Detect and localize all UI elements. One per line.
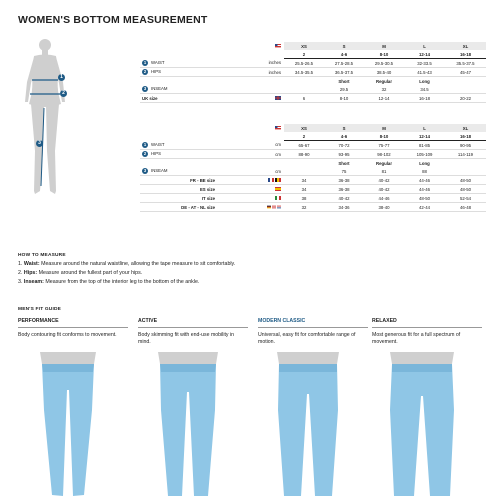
row-label: HIPS	[151, 151, 162, 157]
item-prefix: 2.	[18, 270, 24, 276]
item-term: Hips:	[23, 270, 38, 276]
row-number-badge: 2	[143, 69, 147, 74]
length-label: Short	[338, 160, 350, 166]
cell: 42-44	[404, 203, 445, 212]
length-label: Long	[419, 160, 430, 166]
table-row	[140, 85, 486, 94]
us-size: 12-14	[404, 132, 445, 141]
item-prefix: 3.	[18, 279, 24, 285]
size-header: M	[364, 124, 404, 132]
row-label: IT size	[140, 194, 218, 203]
cell: 44-46	[404, 176, 445, 185]
cell: 38-40	[364, 203, 404, 212]
cell: 35.5-37.5	[445, 59, 486, 68]
how-to-item	[18, 269, 318, 278]
row-number-badge: 1	[143, 59, 147, 65]
woman-silhouette-icon	[10, 36, 80, 201]
badge-waist: 1	[58, 74, 65, 81]
cell: 29.5-30.5	[364, 59, 404, 68]
how-to-item	[18, 278, 318, 287]
length-label: Regular	[376, 160, 392, 166]
cell: 105-109	[404, 150, 445, 159]
cell: 34	[284, 185, 324, 194]
row-number-badge: 3	[143, 86, 147, 91]
cell: 12-14	[364, 94, 404, 103]
item-text: Measure around the fullest part of your hips.	[37, 270, 143, 276]
us-size: 16-18	[445, 50, 486, 59]
table-row	[140, 68, 486, 77]
cell: 52-54	[445, 194, 486, 203]
length-label: Long	[419, 78, 430, 84]
size-header: M	[364, 42, 404, 50]
us-size: 2	[284, 50, 324, 59]
cell: 34	[284, 176, 324, 185]
table-row	[140, 141, 486, 150]
row-label: FR - BE size	[140, 176, 218, 185]
fit-description: Body contouring fit conforms to movement.	[18, 332, 117, 338]
cell: 36.5-37.5	[324, 68, 364, 77]
item-text: Measure around the natural waistline, allowing the tape measure to sit comfortably.	[39, 261, 236, 267]
us-size: 16-18	[445, 132, 486, 141]
cell: 8-10	[324, 94, 364, 103]
cell: 81	[364, 167, 404, 176]
cell: 6	[284, 94, 324, 103]
cell: 45-47	[445, 68, 486, 77]
cell: 34.5-35.5	[284, 68, 324, 77]
item-prefix: 1.	[18, 261, 24, 267]
it-flag-icon	[256, 194, 284, 203]
cell: 46-48	[445, 203, 486, 212]
fit-relaxed	[372, 318, 482, 500]
cell: 40-42	[324, 194, 364, 203]
length-label: Regular	[376, 78, 392, 84]
how-to-item	[18, 260, 318, 269]
how-to-measure	[18, 251, 318, 287]
us-flag-icon	[256, 42, 284, 50]
row-number-badge: 1	[143, 141, 147, 147]
table-row	[140, 185, 486, 194]
page-title: WOMEN'S BOTTOM MEASUREMENT	[18, 14, 208, 26]
size-header: XL	[445, 124, 486, 132]
cell: 41.5-43	[404, 68, 445, 77]
modern-classic-pants-icon	[258, 350, 358, 500]
badge-hips: 2	[60, 90, 67, 97]
badge-inseam: 3	[36, 140, 43, 147]
row-unit: inches	[218, 59, 284, 68]
how-to-heading: HOW TO MEASURE	[18, 253, 66, 258]
cell: 114-119	[445, 150, 486, 159]
cell: 20-22	[445, 94, 486, 103]
es-flag-icon	[256, 185, 284, 194]
us-size: 12-14	[404, 50, 445, 59]
us-size: 4-6	[324, 50, 364, 59]
us-size: 8-10	[364, 132, 404, 141]
active-pants-icon	[138, 350, 238, 500]
fr-be-flag-icon	[256, 176, 284, 185]
fit-description: Most generous fit for a full spectrum of movement.	[372, 332, 461, 345]
cell: 34.5	[404, 85, 445, 94]
cell: 25.5-26.5	[284, 59, 324, 68]
cell: 75-77	[364, 141, 404, 150]
length-label: Short	[338, 78, 350, 84]
cell: 70-72	[324, 141, 364, 150]
cell: 36-38	[324, 176, 364, 185]
relaxed-pants-icon	[372, 350, 472, 500]
table-row	[140, 203, 486, 212]
us-size: 4-6	[324, 132, 364, 141]
cell: 40-42	[364, 176, 404, 185]
fit-name: ACTIVE	[138, 318, 248, 328]
table-row	[140, 150, 486, 159]
fit-name: MODERN CLASSIC	[258, 318, 368, 328]
row-label: UK size	[140, 94, 218, 103]
size-header: L	[404, 42, 445, 50]
fit-name: RELAXED	[372, 318, 482, 328]
fit-description: Body skimming fit with end-use mobility in mind.	[138, 332, 235, 345]
item-term: Waist:	[23, 261, 40, 267]
cell: 44-46	[404, 185, 445, 194]
cell: 36-38	[324, 185, 364, 194]
row-label: ES size	[140, 185, 218, 194]
row-unit: cm	[218, 141, 284, 150]
cell: 16-18	[404, 94, 445, 103]
row-unit: cm	[218, 167, 284, 176]
size-table-cm	[140, 124, 486, 212]
row-label: HIPS	[151, 69, 162, 75]
cell: 90-95	[445, 141, 486, 150]
row-label: INSEAM	[151, 86, 168, 92]
fit-modern-classic	[258, 318, 368, 500]
cell: 98-102	[364, 150, 404, 159]
cell: 44-46	[364, 194, 404, 203]
row-unit: inches	[218, 68, 284, 77]
cell: 75	[324, 167, 364, 176]
cell: 65-67	[284, 141, 324, 150]
cell: 48-50	[404, 194, 445, 203]
performance-pants-icon	[18, 350, 118, 500]
item-text: Measure from the top of the interior leg to the bottom of the ankle.	[43, 279, 200, 285]
cell: 29.5	[324, 85, 364, 94]
row-unit: cm	[218, 150, 284, 159]
de-at-nl-flag-icon	[256, 203, 284, 212]
cell: 32-33.5	[404, 59, 445, 68]
us-size: 2	[284, 132, 324, 141]
cell: 38.5-40	[364, 68, 404, 77]
row-label: WAIST	[151, 141, 165, 147]
size-header: S	[324, 42, 364, 50]
cell: 48-50	[445, 185, 486, 194]
row-number-badge: 3	[143, 168, 147, 173]
size-header: XS	[284, 124, 324, 132]
size-header: S	[324, 124, 364, 132]
us-flag-icon	[256, 124, 284, 132]
item-term: Inseam:	[23, 279, 44, 285]
table-row	[140, 176, 486, 185]
body-figure	[10, 36, 80, 201]
fit-guide-heading: MEN'S FIT GUIDE	[18, 307, 62, 312]
fit-performance	[18, 318, 128, 500]
table-row	[140, 59, 486, 68]
row-label: WAIST	[151, 59, 165, 65]
cell: 88	[404, 167, 445, 176]
uk-flag-icon	[256, 94, 284, 103]
table-row	[140, 194, 486, 203]
size-table-inches	[140, 42, 486, 103]
cell: 48-50	[445, 176, 486, 185]
cell: 34-36	[324, 203, 364, 212]
cell: 81-85	[404, 141, 445, 150]
cell: 38	[284, 194, 324, 203]
cell: 40-42	[364, 185, 404, 194]
size-header: L	[404, 124, 445, 132]
table-row	[140, 94, 486, 103]
size-header: XL	[445, 42, 486, 50]
row-label: INSEAM	[151, 168, 168, 174]
us-size: 8-10	[364, 50, 404, 59]
cell: 93-95	[324, 150, 364, 159]
table-row	[140, 167, 486, 176]
fit-active	[138, 318, 248, 500]
cell: 27.5-28.5	[324, 59, 364, 68]
row-label: DE - AT - NL size	[140, 203, 218, 212]
fit-description: Universal, easy fit for comfortable range of motion.	[258, 332, 356, 345]
fit-name: PERFORMANCE	[18, 318, 128, 328]
cell: 32	[284, 203, 324, 212]
cell: 88-90	[284, 150, 324, 159]
size-header: XS	[284, 42, 324, 50]
cell: 32	[364, 85, 404, 94]
row-number-badge: 2	[143, 151, 147, 156]
